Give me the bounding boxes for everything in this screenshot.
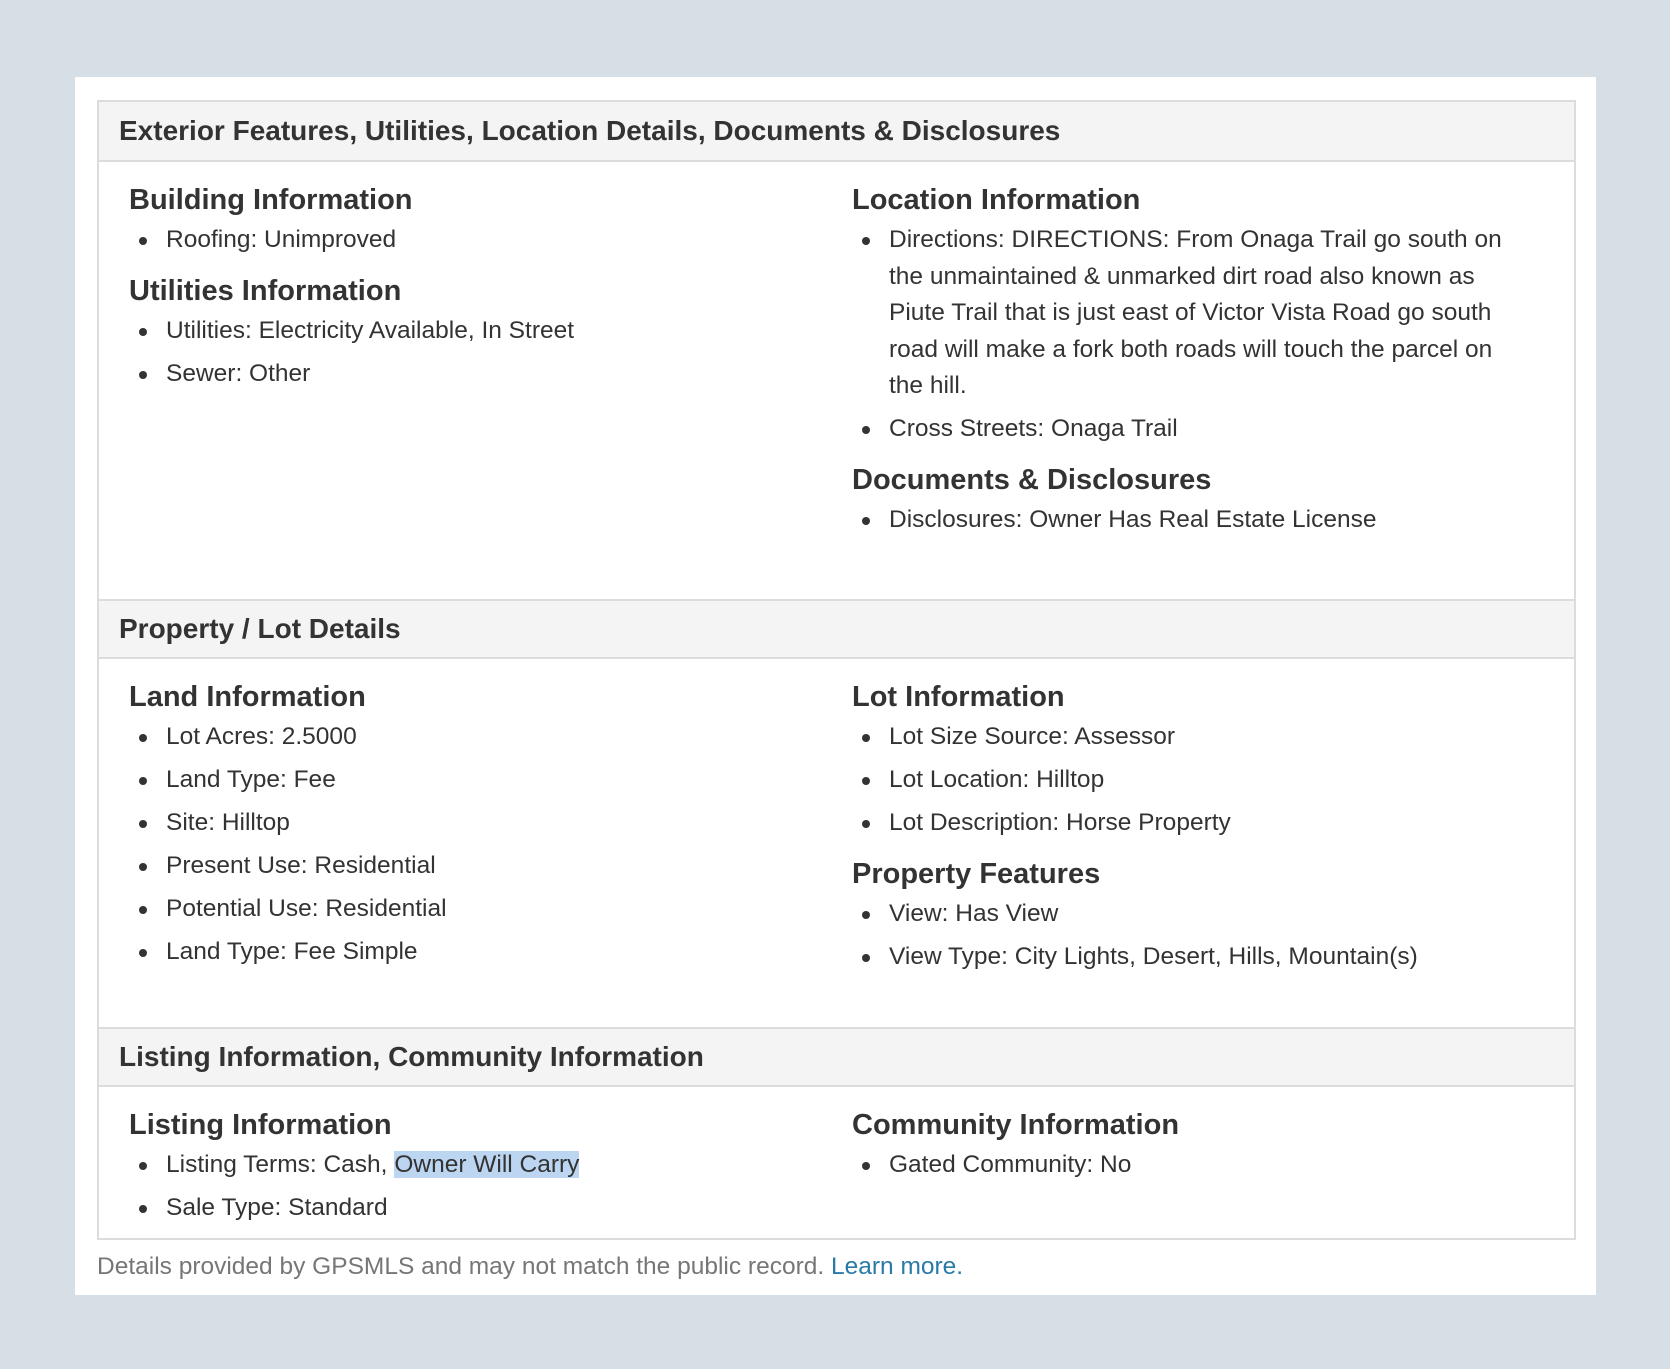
section-header-listing-community: Listing Information, Community Information <box>99 1027 1574 1087</box>
selected-text-highlight: Owner Will Carry <box>394 1151 580 1178</box>
source-disclaimer <box>97 1250 1574 1284</box>
list-item: Disclosures: Owner Has Real Estate License <box>852 502 1518 539</box>
documents-disclosures-list <box>852 502 1518 539</box>
lot-information-list <box>852 719 1518 842</box>
group-title-documents-disclosures: Documents & Disclosures <box>852 463 1212 496</box>
list-item: Cross Streets: Onaga Trail <box>852 411 1518 448</box>
list-item: Potential Use: Residential <box>129 891 852 928</box>
group-title-lot-information: Lot Information <box>852 681 1065 713</box>
list-item: Directions: DIRECTIONS: From Onaga Trail go south on the unmaintained & unmarked dirt road also known as Piute Trail that is just east of Victor Vista Road go south road will make a fork both roads will touch the parcel on the hill. <box>852 222 1518 405</box>
community-information-list <box>852 1147 1518 1184</box>
right-column <box>852 677 1518 1027</box>
group-title-land-information: Land Information <box>129 681 366 713</box>
list-item <box>129 1147 852 1184</box>
group-title-location-information: Location Information <box>852 184 1141 216</box>
listing-information-list <box>129 1147 852 1227</box>
property-details-card <box>75 77 1596 1295</box>
group-title-utilities-information: Utilities Information <box>129 274 402 307</box>
disclaimer-text: Details provided by GPSMLS and may not match the public record. <box>97 1253 831 1280</box>
land-information-list <box>129 719 852 971</box>
building-information-list <box>129 222 852 259</box>
listing-terms-text: Listing Terms: Cash, <box>166 1151 395 1178</box>
left-column <box>129 1105 852 1238</box>
list-item: Sale Type: Standard <box>129 1190 852 1227</box>
section-body-property-lot <box>99 659 1574 1027</box>
list-item: Utilities: Electricity Available, In Street <box>129 313 852 350</box>
list-item: View: Has View <box>852 896 1518 933</box>
right-column <box>852 1105 1518 1238</box>
details-box <box>97 100 1576 1240</box>
list-item: Sewer: Other <box>129 356 852 393</box>
location-information-list <box>852 222 1518 448</box>
learn-more-link[interactable]: Learn more. <box>831 1253 964 1280</box>
section-header-exterior: Exterior Features, Utilities, Location Details, Documents & Disclosures <box>99 102 1574 162</box>
list-item: Present Use: Residential <box>129 848 852 885</box>
list-item: Roofing: Unimproved <box>129 222 852 259</box>
list-item: Gated Community: No <box>852 1147 1518 1184</box>
section-header-property-lot: Property / Lot Details <box>99 599 1574 659</box>
list-item: Lot Acres: 2.5000 <box>129 719 852 756</box>
group-title-property-features: Property Features <box>852 857 1101 890</box>
group-title-listing-information: Listing Information <box>129 1109 392 1141</box>
left-column <box>129 677 852 1027</box>
section-body-listing-community <box>99 1087 1574 1238</box>
section-body-exterior <box>99 162 1574 599</box>
list-item: Lot Location: Hilltop <box>852 762 1518 799</box>
list-item: Land Type: Fee Simple <box>129 934 852 971</box>
list-item: Lot Size Source: Assessor <box>852 719 1518 756</box>
list-item: Land Type: Fee <box>129 762 852 799</box>
property-features-list <box>852 896 1518 976</box>
left-column <box>129 180 852 599</box>
right-column <box>852 180 1518 599</box>
group-title-building-information: Building Information <box>129 184 413 216</box>
utilities-information-list <box>129 313 852 393</box>
group-title-community-information: Community Information <box>852 1109 1180 1141</box>
list-item: Site: Hilltop <box>129 805 852 842</box>
list-item: View Type: City Lights, Desert, Hills, Mountain(s) <box>852 939 1518 976</box>
list-item: Lot Description: Horse Property <box>852 805 1518 842</box>
